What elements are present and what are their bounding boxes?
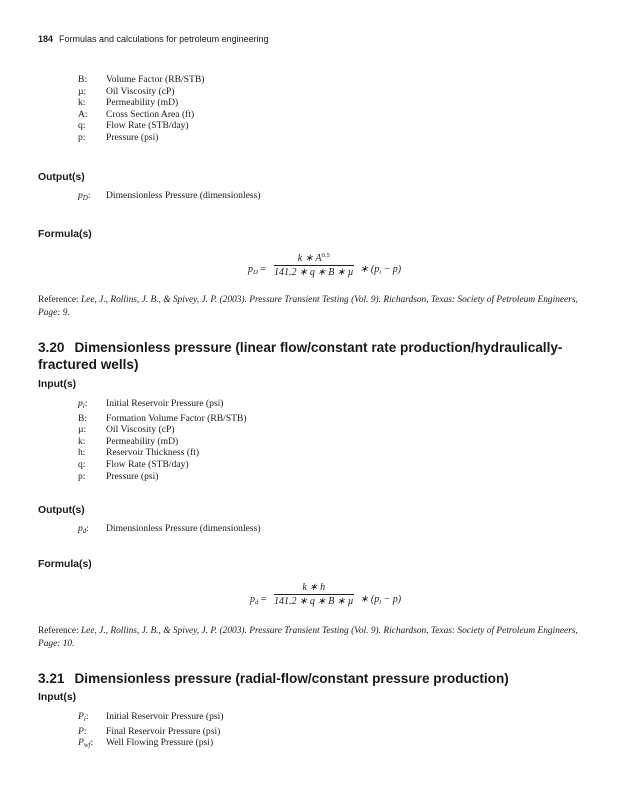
formula-rhs: ∗ $(p_i - p)$ — [360, 594, 402, 606]
var-symbol: µ: — [78, 85, 87, 97]
var-description: Well Flowing Pressure (psi) — [106, 737, 214, 749]
var-symbol: k: — [78, 97, 86, 109]
input-row — [78, 97, 204, 109]
page-number: 184 — [38, 34, 54, 44]
var-symbol: µ: — [78, 424, 87, 436]
formula-lhs: $p_D$ = — [248, 264, 266, 276]
section-title-text: Dimensionless pressure (linear flow/constant rate production/hydraulically-fractured wells) — [38, 340, 563, 372]
var-description: Formation Volume Factor (RB/STB) — [106, 412, 247, 424]
var-symbol: P — [78, 711, 84, 722]
reference-319 — [38, 294, 578, 320]
input-row — [78, 109, 204, 121]
var-description: Pressure (psi) — [106, 131, 159, 143]
reference-text: Lee, J., Rollins, J. B., & Spivey, J. P. (2003). Pressure Transient Testing (Vol. 9). Richardson, Texas: Society of Petroleum Engineers, Page: 9. — [38, 295, 578, 318]
var-symbol: B: — [78, 412, 88, 424]
var-symbol: h: — [78, 447, 86, 459]
input-row: P: Final Reservoir Pressure (psi) — [78, 725, 221, 737]
var-subscript: i — [82, 402, 85, 410]
var-symbol: q: — [78, 120, 86, 132]
formula-fraction — [274, 582, 354, 607]
var-subscript: wf — [83, 741, 91, 750]
formula-numerator: k ∗ h — [302, 582, 326, 593]
var-symbol: k: — [78, 435, 86, 447]
var-symbol: B: — [78, 74, 88, 85]
var-description: Oil Viscosity (cP) — [106, 85, 175, 97]
var-symbol: A: — [78, 108, 88, 120]
var-description: Initial Reservoir Pressure (psi) — [106, 398, 224, 409]
var-description: Volume Factor (RB/STB) — [106, 74, 205, 85]
var-symbol: p — [78, 190, 83, 201]
formula-rhs: ∗ $(p_i - p)$ — [360, 264, 402, 276]
var-symbol: p: — [78, 470, 86, 482]
var-description: Pressure (psi) — [106, 470, 159, 482]
output-list-320 — [78, 523, 261, 538]
input-heading-320: Input(s) — [38, 379, 77, 390]
var-symbol: q: — [78, 458, 86, 470]
var-subscript: i — [83, 715, 86, 723]
var-description: Dimensionless Pressure (dimensionless) — [106, 523, 261, 534]
var-description: Oil Viscosity (cP) — [106, 424, 175, 436]
var-description: Permeability (mD) — [106, 435, 179, 447]
var-symbol: p: — [78, 131, 86, 143]
var-description: Flow Rate (STB/day) — [106, 458, 189, 470]
var-subscript: d — [82, 527, 87, 535]
input-row — [78, 86, 204, 98]
output-row: $p_d$: Dimensionless Pressure (dimensionless) — [78, 523, 261, 535]
reference-320 — [38, 625, 578, 651]
reference-label: Reference: — [38, 626, 81, 636]
input-row — [78, 413, 247, 425]
var-subscript: D — [82, 194, 88, 202]
input-row — [78, 459, 247, 471]
output-heading-319: Output(s) — [38, 172, 85, 183]
formula-fraction — [274, 252, 354, 278]
input-row: $P_{wf}$: Well Flowing Pressure (psi) — [78, 737, 214, 750]
input-row — [78, 120, 204, 132]
var-description: Initial Reservoir Pressure (psi) — [106, 711, 224, 722]
var-description: Cross Section Area (ft) — [106, 108, 195, 120]
input-row: $P_i$: Initial Reservoir Pressure (psi) — [78, 711, 224, 723]
input-list-319 — [78, 74, 204, 144]
section-title-321 — [38, 670, 578, 687]
section-number: 3.21 — [38, 671, 65, 686]
section-number: 3.20 — [38, 340, 65, 355]
input-row — [78, 74, 204, 86]
section-title-text: Dimensionless pressure (radial-flow/constant pressure production) — [74, 671, 509, 686]
input-list-321 — [78, 711, 224, 752]
formula-denominator: 141.2 ∗ q ∗ B ∗ µ — [274, 596, 354, 607]
formula-320 — [250, 582, 420, 622]
reference-text: Lee, J., Rollins, J. B., & Spivey, J. P. (2003). Pressure Transient Testing (Vol. 9). Richardson, Texas: Society of Petroleum Engineers, Page: 10. — [38, 626, 578, 649]
var-description: Reservoir Thickness (ft) — [106, 447, 200, 459]
input-row — [78, 471, 247, 483]
input-row — [78, 447, 247, 459]
input-heading-321: Input(s) — [38, 692, 77, 703]
formula-lhs: $p_d$ = — [250, 594, 267, 606]
book-title: Formulas and calculations for petroleum engineering — [59, 34, 269, 44]
var-symbol: P — [78, 737, 84, 749]
output-list-319 — [78, 190, 261, 205]
section-title-320 — [38, 339, 578, 373]
input-row — [78, 436, 247, 448]
output-heading-320: Output(s) — [38, 505, 85, 516]
var-description: Final Reservoir Pressure (psi) — [106, 725, 221, 737]
input-list-320 — [78, 398, 247, 482]
var-symbol: p — [78, 398, 83, 409]
output-row: $p_D$: Dimensionless Pressure (dimensionless) — [78, 190, 261, 202]
reference-label: Reference: — [38, 295, 81, 305]
var-description: Permeability (mD) — [106, 97, 179, 109]
var-description: Dimensionless Pressure (dimensionless) — [106, 190, 261, 201]
formula-heading-320: Formula(s) — [38, 559, 92, 570]
running-head — [38, 34, 269, 44]
formula-denominator: 141.2 ∗ q ∗ B ∗ µ — [274, 267, 354, 278]
formula-numerator: k ∗ $A^{0.5}$ — [297, 252, 330, 264]
formula-319 — [248, 252, 418, 292]
input-row — [78, 132, 204, 144]
var-description: Flow Rate (STB/day) — [106, 120, 189, 132]
input-row: $p_i$: Initial Reservoir Pressure (psi) — [78, 398, 224, 410]
input-row — [78, 424, 247, 436]
var-symbol: p — [78, 523, 83, 534]
var-symbol: P — [78, 725, 84, 737]
formula-heading-319: Formula(s) — [38, 229, 92, 240]
